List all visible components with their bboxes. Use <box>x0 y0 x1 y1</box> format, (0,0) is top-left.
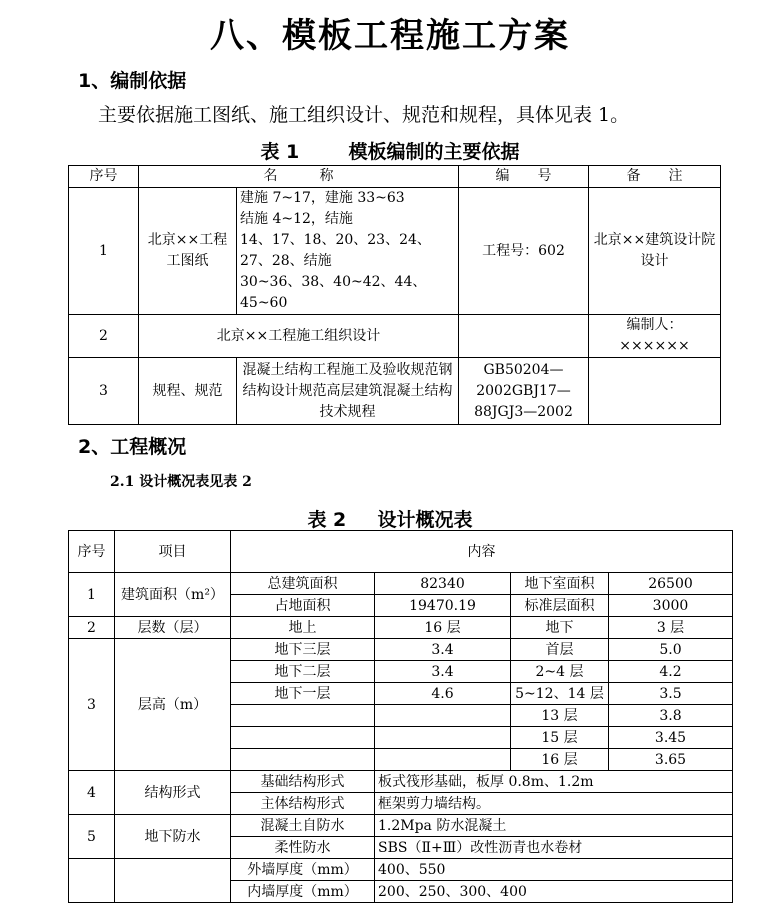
table2-row3-item: 层高（m） <box>115 639 231 771</box>
table1-row1-no: 1 <box>69 188 139 315</box>
table2-cell: 3.5 <box>609 683 733 705</box>
table2-cell <box>375 749 511 771</box>
table2-row3-no: 3 <box>69 639 115 771</box>
table2-cell: 13 层 <box>511 705 609 727</box>
design-overview-table <box>68 530 733 903</box>
table2-cell: 2~4 层 <box>511 661 609 683</box>
table2-cell: 3.4 <box>375 639 511 661</box>
table1-row3-code: GB50204—2002GBJ17—88JGJ3—2002 <box>459 358 589 425</box>
table2-cell: 基础结构形式 <box>231 771 375 793</box>
table1-row3-no: 3 <box>69 358 139 425</box>
table2-cell: 16 层 <box>375 617 511 639</box>
table1-row2-remark: 编制人：×××××× <box>589 315 721 358</box>
table2-row5-item: 地下防水 <box>115 815 231 859</box>
table2-cell: 地上 <box>231 617 375 639</box>
table2-cell: 200、250、300、400 <box>375 881 733 903</box>
table1-row2-name: 北京××工程施工组织设计 <box>139 315 459 358</box>
table1-row2-no: 2 <box>69 315 139 358</box>
table2-cell: 19470.19 <box>375 595 511 617</box>
table2-row2-no: 2 <box>69 617 115 639</box>
table2-cell: 框架剪力墙结构。 <box>375 793 733 815</box>
table2-cell: 15 层 <box>511 727 609 749</box>
table2-cell: 首层 <box>511 639 609 661</box>
table2-row6-no <box>69 859 115 903</box>
table2-cell: 5.0 <box>609 639 733 661</box>
table2-cell: 3.8 <box>609 705 733 727</box>
table1-header-no: 序号 <box>69 166 139 188</box>
table2-cell: SBS（Ⅱ+Ⅲ）改性沥青也水卷材 <box>375 837 733 859</box>
table1-row3-details: 混凝土结构工程施工及验收规范钢结构设计规范高层建筑混凝土结构技术规程 <box>237 358 459 425</box>
table1-row1-code: 工程号：602 <box>459 188 589 315</box>
table2-cell: 内墙厚度（mm） <box>231 881 375 903</box>
table2-row5-no: 5 <box>69 815 115 859</box>
table1-row1-details <box>237 188 459 315</box>
table2-cell: 地下三层 <box>231 639 375 661</box>
table2-cell: 地下室面积 <box>511 573 609 595</box>
table1-header-name: 名 称 <box>139 166 459 188</box>
table2-cell <box>375 705 511 727</box>
table1-row1-detail-line: 结施 4~12，结施 <box>240 211 353 227</box>
table2-caption-text: 设计概况表 <box>377 509 473 531</box>
table1-caption-number: 表 1 <box>260 141 300 163</box>
table2-cell: 3 层 <box>609 617 733 639</box>
table2-cell <box>231 727 375 749</box>
table2-cell: 82340 <box>375 573 511 595</box>
table2-header-no: 序号 <box>69 531 115 573</box>
table2-cell: 26500 <box>609 573 733 595</box>
table2-cell: 400、550 <box>375 859 733 881</box>
table2-cell <box>375 727 511 749</box>
table1-row2-code <box>459 315 589 358</box>
table2-cell: 16 层 <box>511 749 609 771</box>
table2-caption <box>0 505 780 532</box>
table2-cell: 4.2 <box>609 661 733 683</box>
table2-cell: 占地面积 <box>231 595 375 617</box>
section-heading-1: 1、编制依据 <box>78 70 187 92</box>
table2-cell: 总建筑面积 <box>231 573 375 595</box>
table1-row3-name: 规程、规范 <box>139 358 237 425</box>
table2-row1-item: 建筑面积（m²） <box>115 573 231 617</box>
table2-cell: 1.2Mpa 防水混凝土 <box>375 815 733 837</box>
table1-header-code: 编 号 <box>459 166 589 188</box>
table2-cell: 主体结构形式 <box>231 793 375 815</box>
table1-row1-remark: 北京××建筑设计院设计 <box>589 188 721 315</box>
document-title: 八、模板工程施工方案 <box>210 16 570 56</box>
table2-cell: 3.65 <box>609 749 733 771</box>
table2-header-content: 内容 <box>231 531 733 573</box>
table2-row4-item: 结构形式 <box>115 771 231 815</box>
table2-caption-number: 表 2 <box>307 509 347 531</box>
table1-caption <box>0 137 780 164</box>
table2-cell: 3000 <box>609 595 733 617</box>
table1-row1-detail-line: 30~36、38、40~42、44、45~60 <box>240 274 427 311</box>
table2-cell: 混凝土自防水 <box>231 815 375 837</box>
table2-row1-no: 1 <box>69 573 115 617</box>
table2-cell: 地下 <box>511 617 609 639</box>
table2-cell <box>231 749 375 771</box>
table2-row4-no: 4 <box>69 771 115 815</box>
table1-header-remark: 备 注 <box>589 166 721 188</box>
table1-caption-text: 模板编制的主要依据 <box>348 141 520 163</box>
table2-cell: 4.6 <box>375 683 511 705</box>
sub-heading-2-1: 2.1 设计概况表见表 2 <box>110 474 252 490</box>
table1-row1-name: 北京××工程工图纸 <box>139 188 237 315</box>
table2-cell: 板式筏形基础，板厚 0.8m、1.2m <box>375 771 733 793</box>
table2-header-item: 项目 <box>115 531 231 573</box>
section-heading-2: 2、工程概况 <box>78 436 187 458</box>
table2-cell: 3.45 <box>609 727 733 749</box>
table2-row6-item <box>115 859 231 903</box>
table2-cell: 外墙厚度（mm） <box>231 859 375 881</box>
table1-row1-detail-line: 14、17、18、20、23、24、27、28、结施 <box>240 232 431 269</box>
table2-row2-item: 层数（层） <box>115 617 231 639</box>
table1-row1-detail-line: 建施 7~17，建施 33~63 <box>240 190 405 206</box>
table2-cell <box>231 705 375 727</box>
table2-cell: 地下二层 <box>231 661 375 683</box>
table1-row3-remark <box>589 358 721 425</box>
table2-cell: 5~12、14 层 <box>511 683 609 705</box>
intro-paragraph: 主要依据施工图纸、施工组织设计、规范和规程，具体见表 1。 <box>98 104 630 126</box>
table2-cell: 柔性防水 <box>231 837 375 859</box>
table2-cell: 地下一层 <box>231 683 375 705</box>
table2-cell: 3.4 <box>375 661 511 683</box>
basis-table <box>68 165 721 425</box>
table2-cell: 标准层面积 <box>511 595 609 617</box>
